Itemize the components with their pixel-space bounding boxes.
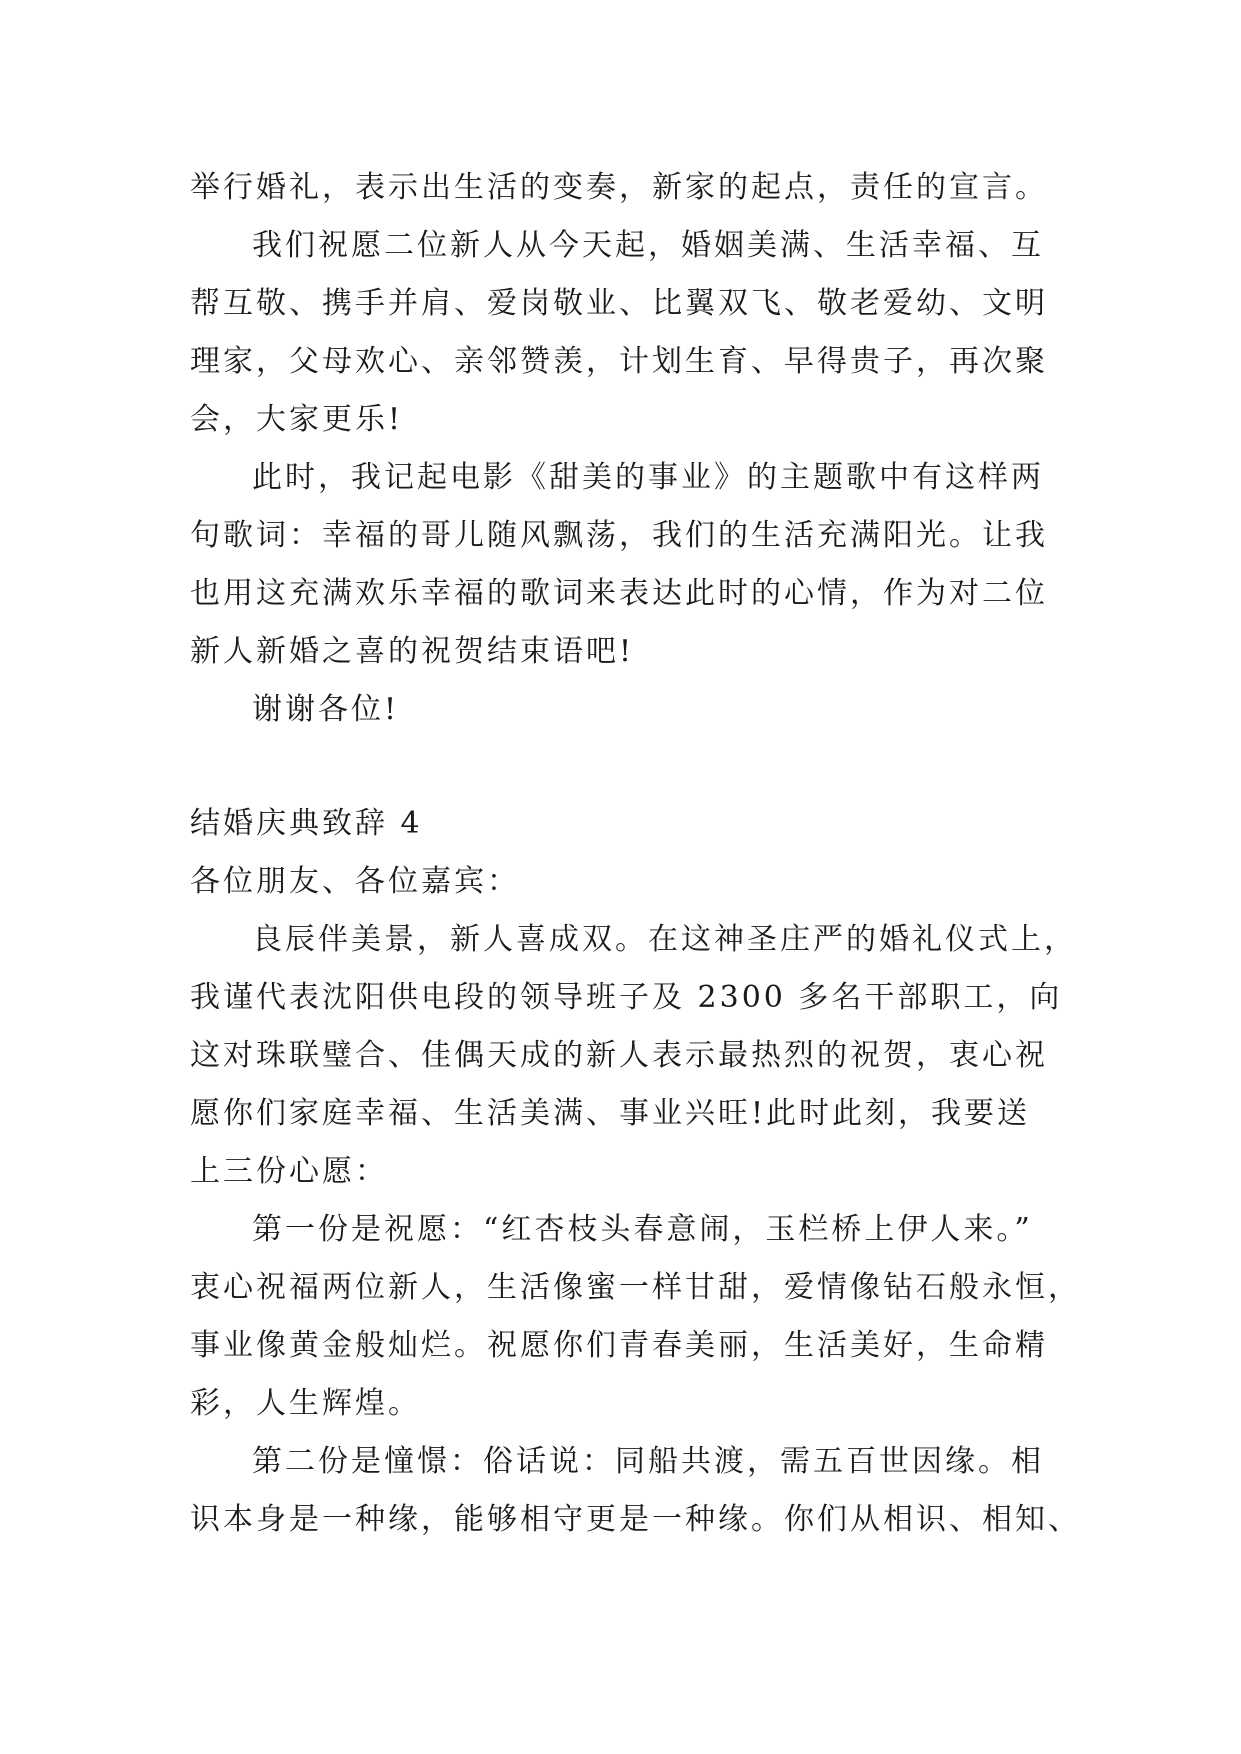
paragraph-line: 上三份心愿： — [190, 1154, 388, 1189]
salutation-line: 各位朋友、各位嘉宾： — [190, 864, 520, 899]
paragraph-line: 理家，父母欢心、亲邻赞羡，计划生育、早得贵子，再次聚 — [190, 344, 1048, 379]
paragraph-line: 帮互敬、携手并肩、爱岗敬业、比翼双飞、敬老爱幼、文明 — [190, 286, 1048, 321]
paragraph-line: 衷心祝福两位新人，生活像蜜一样甘甜，爱情像钻石般永恒， — [190, 1270, 1081, 1305]
paragraph-line: 会，大家更乐! — [190, 402, 404, 437]
paragraph-line: 识本身是一种缘，能够相守更是一种缘。你们从相识、相知、 — [190, 1502, 1081, 1537]
section-title: 结婚庆典致辞 4 — [190, 806, 423, 841]
paragraph-line: 第二份是憧憬：俗话说：同船共渡，需五百世因缘。相 — [252, 1444, 1044, 1479]
paragraph-line: 愿你们家庭幸福、生活美满、事业兴旺!此时此刻，我要送 — [190, 1096, 1031, 1131]
paragraph-line: 谢谢各位! — [252, 692, 400, 727]
paragraph-line: 良辰伴美景，新人喜成双。在这神圣庄严的婚礼仪式上， — [252, 922, 1077, 957]
paragraph-line: 这对珠联璧合、佳偶天成的新人表示最热烈的祝贺，衷心祝 — [190, 1038, 1048, 1073]
paragraph-line: 此时，我记起电影《甜美的事业》的主题歌中有这样两 — [252, 460, 1044, 495]
paragraph-line: 我谨代表沈阳供电段的领导班子及 2300 多名干部职工，向 — [190, 980, 1063, 1015]
paragraph-line: 事业像黄金般灿烂。祝愿你们青春美丽，生活美好，生命精 — [190, 1328, 1048, 1363]
paragraph-line: 举行婚礼，表示出生活的变奏，新家的起点，责任的宣言。 — [190, 170, 1048, 205]
paragraph-line: 句歌词：幸福的哥儿随风飘荡，我们的生活充满阳光。让我 — [190, 518, 1048, 553]
paragraph-line: 我们祝愿二位新人从今天起，婚姻美满、生活幸福、互 — [252, 228, 1044, 263]
paragraph-line: 也用这充满欢乐幸福的歌词来表达此时的心情，作为对二位 — [190, 576, 1048, 611]
paragraph-line: 新人新婚之喜的祝贺结束语吧! — [190, 634, 635, 669]
paragraph-line: 彩，人生辉煌。 — [190, 1386, 421, 1421]
paragraph-line: 第一份是祝愿：“红杏枝头春意闹，玉栏桥上伊人来。” — [252, 1212, 1033, 1247]
